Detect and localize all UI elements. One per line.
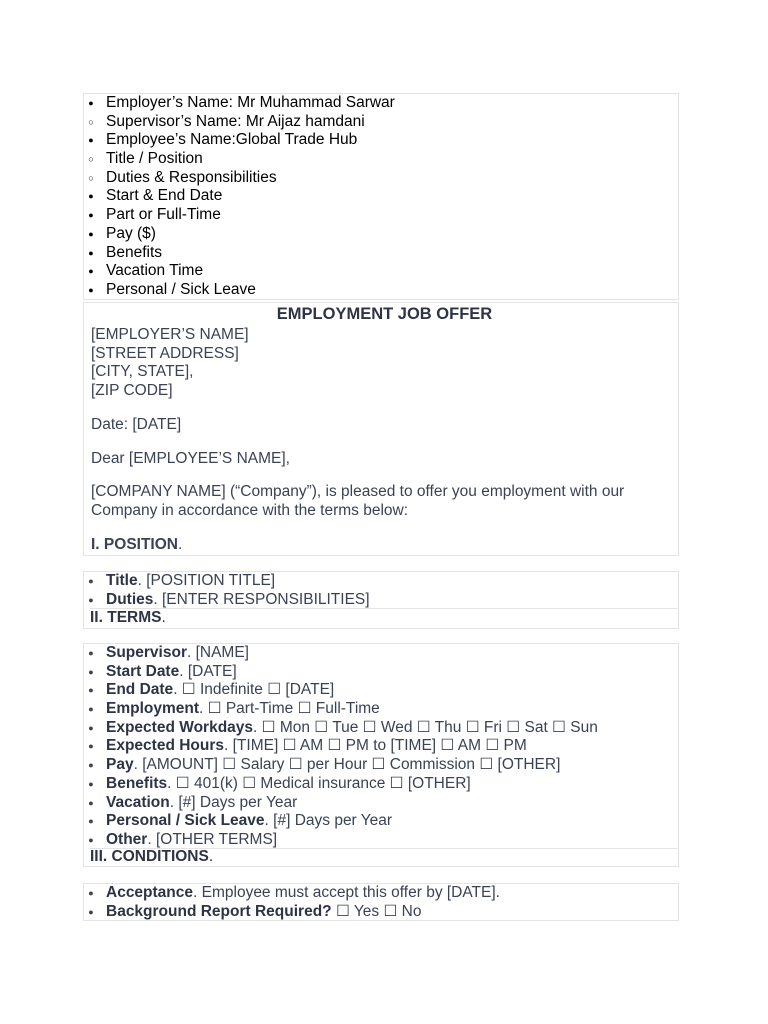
section-suffix: .	[161, 609, 166, 626]
section-heading-position	[91, 536, 678, 555]
term-label: Personal / Sick Leave	[106, 812, 265, 830]
section-suffix: .	[208, 848, 214, 865]
summary-item-text: Title / Position	[106, 150, 203, 168]
bullet-icon: ●	[88, 191, 94, 202]
summary-item	[84, 131, 678, 150]
term-item	[84, 681, 678, 700]
address-line: [STREET ADDRESS]	[91, 344, 239, 362]
section-heading-conditions	[90, 848, 213, 867]
bullet-icon: ●	[88, 648, 94, 658]
bullet-icon: ●	[88, 210, 94, 221]
position-list	[84, 572, 678, 609]
address-line: [EMPLOYER’S NAME]	[91, 326, 249, 343]
summary-item	[84, 94, 678, 113]
letter-intro-line-1: [COMPANY NAME] (“Company”), is pleased to offer you employment with our	[91, 483, 625, 501]
summary-item-text: Vacation Time	[106, 262, 204, 280]
bullet-icon: ●	[88, 797, 94, 808]
term-value: . [NAME]	[186, 644, 249, 661]
summary-item	[84, 281, 678, 300]
summary-item	[84, 244, 678, 263]
letter-title: EMPLOYMENT JOB OFFER	[276, 305, 493, 323]
term-label: Pay	[106, 756, 134, 774]
letter-box	[83, 302, 679, 556]
section-label: III. CONDITIONS	[90, 848, 209, 865]
term-item	[84, 794, 678, 813]
term-value: . [OTHER TERMS]	[147, 830, 278, 848]
summary-item-text: Personal / Sick Leave	[106, 280, 256, 298]
term-value: . Employee must accept this offer by [DATE].	[193, 884, 500, 901]
bullet-icon: ●	[88, 98, 94, 108]
summary-item-text: Duties & Responsibilities	[106, 168, 277, 186]
summary-item-text: Pay ($)	[106, 224, 156, 242]
term-value: . [ENTER RESPONSIBILITIES]	[153, 590, 370, 608]
term-value: . [#] Days per Year	[169, 793, 298, 811]
summary-item	[84, 169, 678, 188]
term-label: Duties	[106, 590, 154, 608]
summary-item	[84, 150, 678, 169]
bullet-icon: ○	[88, 154, 94, 165]
address-line: [CITY, STATE],	[91, 363, 194, 381]
bullet-icon: ●	[88, 666, 94, 677]
term-value: . ☐ Part-Time ☐ Full-Time	[199, 700, 380, 718]
term-item	[84, 719, 678, 738]
term-value: . [POSITION TITLE]	[137, 572, 276, 589]
letter-date: Date: [DATE]	[91, 415, 182, 433]
summary-item	[84, 225, 678, 244]
summary-item	[84, 113, 678, 132]
position-box	[83, 571, 679, 629]
term-label: Expected Workdays	[106, 718, 254, 736]
summary-item	[84, 187, 678, 206]
term-value: . ☐ Indefinite ☐ [DATE]	[173, 681, 335, 699]
bullet-icon: ●	[88, 266, 94, 277]
term-label: Supervisor	[106, 644, 187, 661]
summary-item-text: Supervisor’s Name: Mr Aijaz hamdani	[106, 112, 365, 130]
term-item	[84, 737, 678, 756]
summary-item-text: Benefits	[106, 243, 163, 261]
conditions-list	[84, 884, 678, 921]
summary-item-text: Employer’s Name: Mr Muhammad Sarwar	[106, 94, 395, 111]
letter-greeting: Dear [EMPLOYEE’S NAME],	[91, 449, 290, 467]
terms-box	[83, 643, 679, 867]
term-item	[84, 591, 678, 610]
summary-list	[84, 94, 678, 300]
summary-item	[84, 262, 678, 281]
bullet-icon: ●	[88, 594, 94, 605]
terms-list	[84, 644, 678, 850]
term-label: Expected Hours	[106, 737, 225, 755]
term-label: Other	[106, 830, 148, 848]
term-item	[84, 644, 678, 663]
conditions-box	[83, 883, 679, 921]
summary-item-text: Employee’s Name:Global Trade Hub	[106, 131, 358, 149]
term-label: Title	[106, 572, 138, 589]
bullet-icon: ●	[88, 135, 94, 146]
section-label: II. TERMS	[90, 609, 162, 626]
employer-address	[91, 326, 678, 401]
bullet-icon: ●	[88, 576, 94, 586]
term-item	[84, 572, 678, 591]
section-heading-terms	[90, 609, 166, 628]
bullet-icon: ●	[88, 741, 94, 752]
term-item	[84, 756, 678, 775]
term-value: . [AMOUNT] ☐ Salary ☐ per Hour ☐ Commission ☐ [OTHER]	[133, 756, 561, 774]
section-suffix: .	[177, 535, 183, 553]
summary-box	[83, 93, 679, 300]
bullet-icon: ●	[88, 228, 94, 239]
term-label: Acceptance	[106, 884, 194, 901]
bullet-icon: ●	[88, 760, 94, 771]
summary-item	[84, 206, 678, 225]
term-item	[84, 831, 678, 850]
bullet-icon: ○	[88, 172, 94, 183]
term-item	[84, 884, 678, 903]
term-value: . [TIME] ☐ AM ☐ PM to [TIME] ☐ AM ☐ PM	[224, 737, 527, 755]
term-value: . ☐ Mon ☐ Tue ☐ Wed ☐ Thu ☐ Fri ☐ Sat ☐ Sun	[253, 718, 598, 736]
term-item	[84, 775, 678, 794]
bullet-icon: ●	[88, 816, 94, 827]
term-label: Vacation	[106, 793, 170, 811]
term-value: ☐ Yes ☐ No	[331, 902, 422, 920]
bullet-icon: ●	[88, 778, 94, 789]
summary-item-text: Start & End Date	[106, 187, 223, 205]
bullet-icon: ●	[88, 284, 94, 295]
term-label: Benefits	[106, 774, 168, 792]
term-value: . ☐ 401(k) ☐ Medical insurance ☐ [OTHER]	[167, 774, 471, 792]
term-value: . [DATE]	[179, 662, 237, 680]
term-label: Background Report Required?	[106, 902, 332, 920]
term-item	[84, 812, 678, 831]
bullet-icon: ●	[88, 722, 94, 733]
bullet-icon: ○	[88, 116, 94, 127]
bullet-icon: ●	[88, 247, 94, 258]
term-label: Employment	[106, 700, 200, 718]
term-item	[84, 700, 678, 719]
divider	[90, 608, 679, 609]
section-label: I. POSITION	[91, 535, 178, 553]
term-label: End Date	[106, 681, 174, 699]
letter-body	[84, 304, 678, 554]
summary-item-text: Part or Full-Time	[106, 206, 221, 224]
address-line: [ZIP CODE]	[91, 382, 173, 400]
bullet-icon: ●	[88, 906, 94, 917]
term-item	[84, 663, 678, 682]
bullet-icon: ●	[88, 834, 94, 845]
term-value: . [#] Days per Year	[264, 812, 393, 830]
bullet-icon: ●	[88, 685, 94, 696]
term-label: Start Date	[106, 662, 180, 680]
letter-intro-line-2: Company in accordance with the terms below:	[91, 501, 409, 519]
term-item	[84, 903, 678, 922]
bullet-icon: ●	[88, 888, 94, 898]
bullet-icon: ●	[88, 704, 94, 715]
